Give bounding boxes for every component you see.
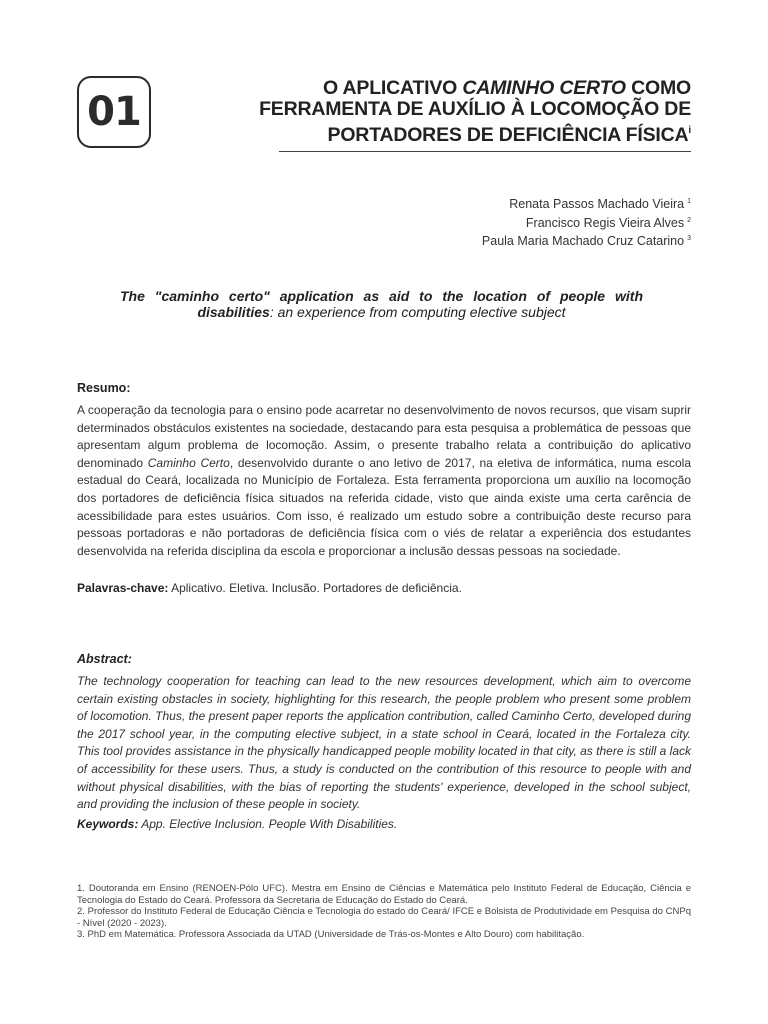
english-title-line-1: The "caminho certo" application as aid to the location of people with	[120, 288, 643, 304]
author-ref: 3	[687, 235, 691, 242]
title-text: PORTADORES DE DEFICIÊNCIA FÍSICA	[327, 124, 689, 146]
keywords	[77, 817, 691, 831]
resumo-text	[77, 402, 691, 560]
keywords-label: Keywords:	[77, 817, 139, 831]
resumo-text-part: , desenvolvido durante o ano letivo de 2017, na eletiva de informática, numa escola estadual do Ceará, localizada no Município de Fortaleza. Esta ferramenta proporciona um auxílio na locomoção dos portadores de deficiência física situados na referida cidade, visto que ainda existe uma certa carência de acessibilidade para estes usuários. Com isso, é realizado um estudo sobre a contribuição deste recurso para pessoas portadoras e não portadoras de deficiência física com o viés de relatar a experiência dos estudantes desenvolvida na referida disciplina da escola e proporcionar a inclusão dessas pessoas na sociedade.	[77, 455, 692, 558]
chapter-number-box	[77, 76, 151, 148]
english-title-subtitle: : an experience from computing elective subject	[269, 304, 566, 320]
author	[482, 231, 691, 250]
chapter-number: 01	[87, 89, 141, 135]
author-name: Paula Maria Machado Cruz Catarino	[481, 234, 685, 248]
chapter-title	[231, 78, 691, 146]
author-list	[482, 194, 691, 250]
title-divider	[279, 151, 691, 152]
abstract-heading: Abstract:	[77, 652, 132, 666]
title-note-mark: i	[688, 125, 691, 136]
title-text: O APLICATIVO	[323, 77, 463, 99]
author-name: Francisco Regis Vieira Alves	[525, 215, 685, 230]
footnote: 3. PhD em Matemática. Professora Associada da UTAD (Universidade de Trás-os-Montes e Alto Douro) com habilitação.	[77, 929, 585, 940]
keywords-text: App. Elective Inclusion. People With Disabilities.	[138, 817, 398, 831]
resumo-heading: Resumo:	[77, 381, 131, 395]
resumo-text-part: A cooperação da tecnologia para o ensino pode acarretar no desenvolvimento de novos recursos, que visam suprir determinados obstáculos existentes na sociedade, destacando para esta pesquisa a problemática de pessoas que apresentam algum problema de locomoção. Assim, o presente trabalho relata a contribuição do aplicativo denominado	[77, 403, 691, 470]
resumo-app-name: Caminho Certo	[147, 455, 230, 470]
title-app-name: CAMINHO CERTO	[462, 77, 626, 99]
footnote: 2. Professor do Instituto Federal de Educação Ciência e Tecnologia do estado do Ceará/ IFCE e Bolsista de Produtividade em Pesquisa do CNPq - Nível (2020 - 2023).	[77, 906, 691, 929]
palavras-chave-text: Aplicativo. Eletiva. Inclusão. Portadores de deficiência.	[168, 581, 462, 595]
palavras-chave	[77, 581, 691, 595]
title-line-3	[231, 120, 691, 146]
author	[482, 194, 691, 213]
footnotes	[77, 883, 691, 941]
abstract-text: The technology cooperation for teaching can lead to the new resources development, which aim to overcome certain existing obstacles in society, highlighting for this research, the people problem who present some problem of locomotion. Thus, the present paper reports the application contribution, called Caminho Certo, developed during the 2017 school year, in the computing elective subject, in a state school in Ceará, located in the Fortaleza city. This tool provides assistance in the physically handicapped people mobility located in that city, as there is still a lack of accessibility for these users. Thus, a study is conducted on the contribution of this resource to people with and without physical disabilities, with the bias of reporting the students' experience, developed in the school subject, and providing the inclusion of these people in society.	[77, 674, 691, 812]
author	[482, 213, 691, 232]
english-title	[120, 288, 643, 320]
title-text: COMO	[625, 77, 691, 99]
author-ref: 2	[687, 216, 691, 224]
author-name: Renata Passos Machado Vieira	[509, 197, 685, 211]
palavras-chave-label: Palavras-chave:	[77, 581, 169, 595]
title-line-1	[231, 78, 691, 99]
english-title-bold: disabilities	[197, 304, 270, 320]
footnote: 1. Doutoranda em Ensino (RENOEN-Pólo UFC). Mestra em Ensino de Ciências e Matemática pelo Instituto Federal de Educação, Ciência e Tecnologia do Estado do Ceará. Professora da Secretaria de Educação do Estado do Ceará.	[77, 883, 691, 906]
title-line-2: FERRAMENTA DE AUXÍLIO À LOCOMOÇÃO DE	[259, 98, 691, 120]
author-ref: 1	[687, 198, 691, 205]
